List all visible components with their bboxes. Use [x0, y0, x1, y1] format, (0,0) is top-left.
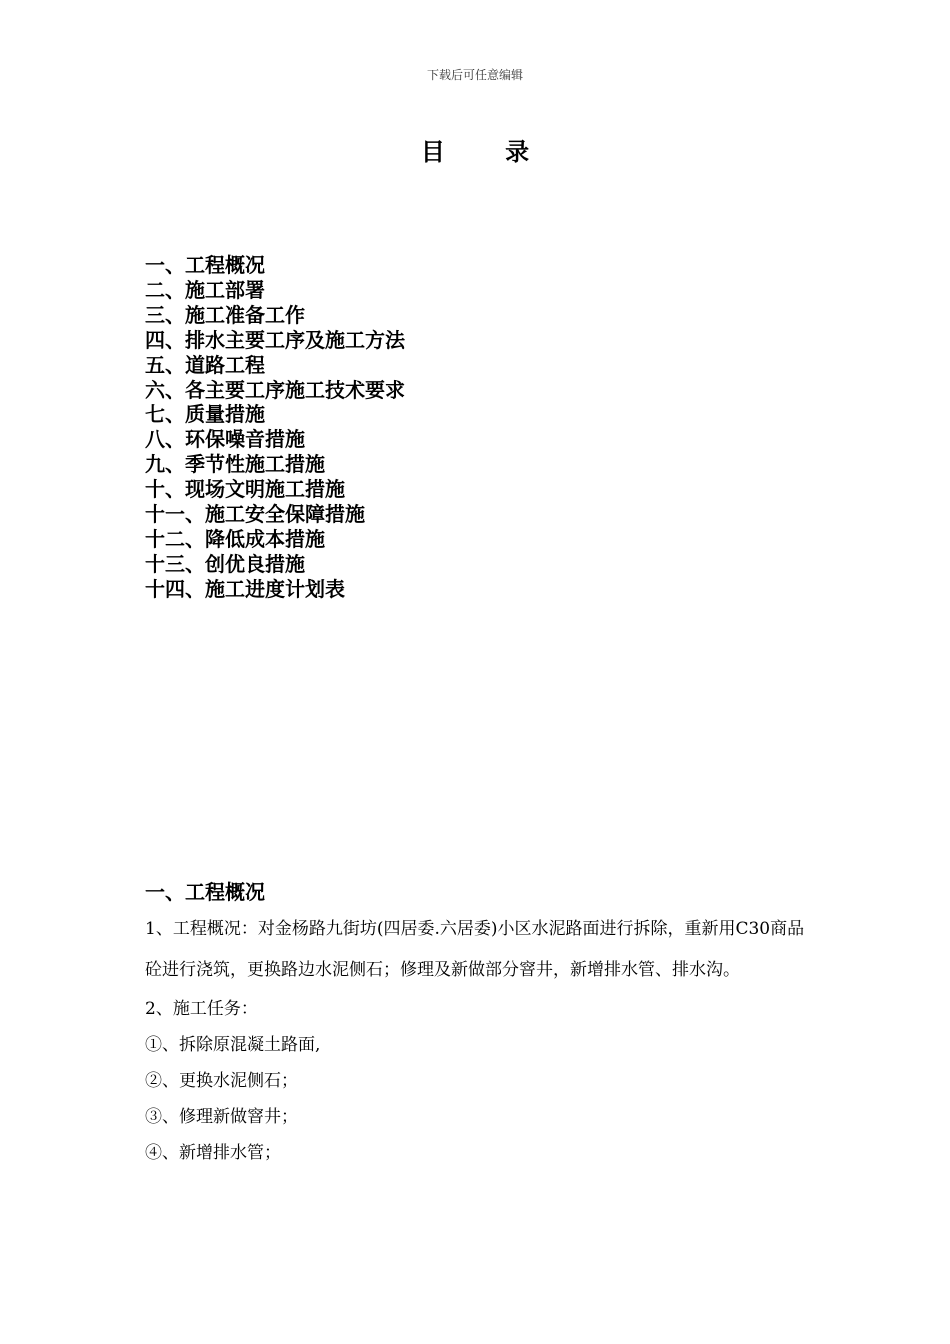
task-item: ④、新增排水管；	[145, 1143, 281, 1163]
toc-item: 五、道路工程	[145, 352, 265, 377]
toc-item: 十三、创优良措施	[145, 551, 305, 576]
page-header-note: 下载后可任意编辑	[426, 68, 523, 82]
task-item: ②、更换水泥侧石；	[145, 1071, 298, 1091]
toc-item: 六、各主要工序施工技术要求	[145, 377, 405, 402]
toc-item: 三、施工准备工作	[145, 302, 305, 327]
table-of-contents	[145, 253, 405, 602]
toc-item: 七、质量措施	[145, 402, 265, 427]
toc-item: 十、现场文明施工措施	[145, 477, 345, 502]
project-overview-paragraph: 1、工程概况：对金杨路九街坊(四居委.六居委)小区水泥路面进行拆除，重新用C30商品砼进行浇筑，更换路边水泥侧石；修理及新做部分窨井，新增排水管、排水沟。	[145, 919, 805, 980]
task-item: ①、拆除原混凝土路面,	[145, 1035, 321, 1055]
toc-item: 九、季节性施工措施	[145, 452, 325, 477]
toc-item: 四、排水主要工序及施工方法	[145, 327, 405, 352]
toc-item: 十一、施工安全保障措施	[145, 502, 365, 527]
toc-item: 一、工程概况	[145, 253, 265, 277]
task-item: ③、修理新做窨井；	[145, 1107, 298, 1127]
toc-item: 十四、施工进度计划表	[145, 576, 345, 601]
section-heading-project-overview: 一、工程概况	[145, 880, 265, 904]
toc-item: 八、环保噪音措施	[145, 427, 305, 452]
toc-item: 二、施工部署	[145, 277, 265, 302]
section-body	[145, 909, 810, 1171]
toc-title: 目 录	[420, 138, 556, 166]
toc-item: 十二、降低成本措施	[145, 526, 325, 551]
task-label: 2、施工任务：	[145, 999, 258, 1019]
